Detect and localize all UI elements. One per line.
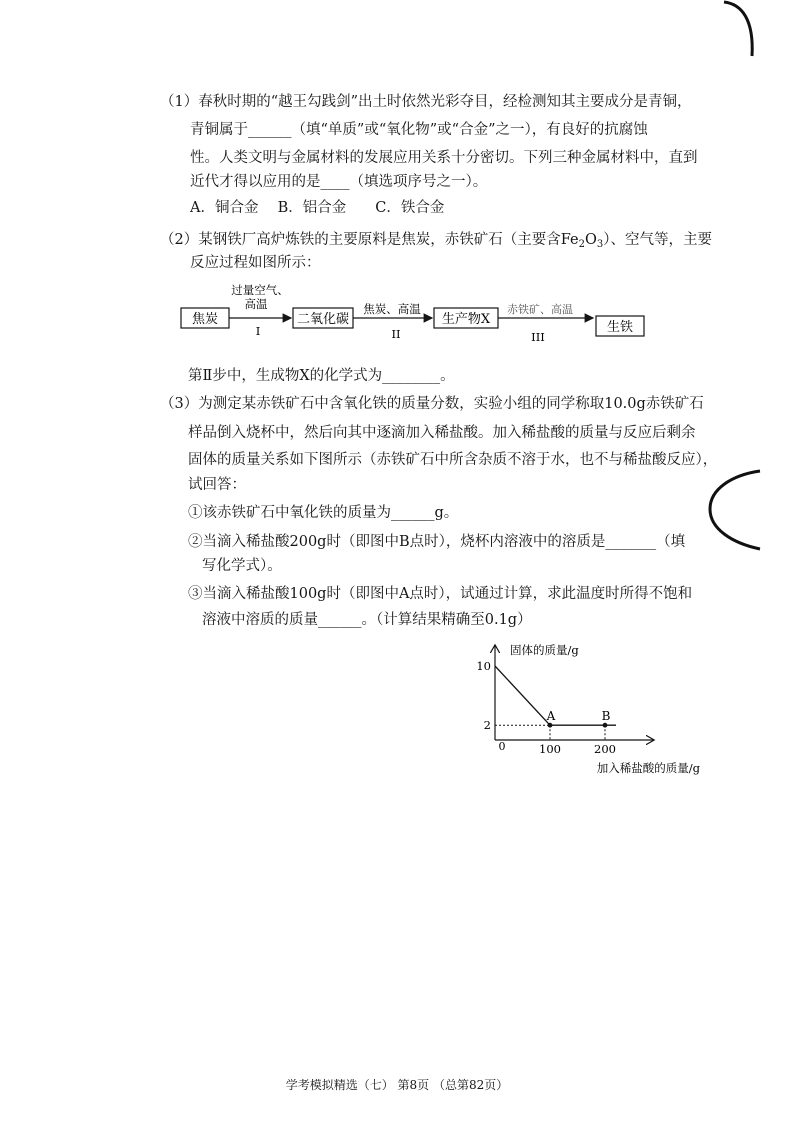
flow-step-2: II [391, 327, 401, 341]
q3-sub-3b: 溶液中溶质的质量______。（计算结果精确至0.1g） [202, 612, 532, 628]
chart-y-tick-10: 10 [476, 659, 491, 673]
page-footer: 学考模拟精选（七） 第8页 （总第82页） [285, 1078, 509, 1092]
q3-line-3: 固体的质量关系如下图所示（赤铁矿石中所含杂质不溶于水，也不与稀盐酸反应）， [188, 452, 718, 468]
q2-line-1 [160, 230, 712, 255]
flow-box-product-x [434, 308, 498, 328]
flow-box-co2-label: 二氧化碳 [296, 312, 350, 327]
chart-x-axis-label: 加入稀盐酸的质量/g [596, 761, 700, 775]
scan-edge-curve-top [722, 0, 762, 60]
flow-box-coke-label: 焦炭 [191, 312, 219, 327]
q3-line-2: 样品倒入烧杯中，然后向其中逐滴加入稀盐酸。加入稀盐酸的质量与反应后剩余 [188, 425, 696, 441]
q2-line-1-mid: O [584, 232, 597, 248]
chart-y-axis-label: 固体的质量/g [510, 643, 579, 657]
q1-line-2: 青铜属于______（填“单质”或“氧化物”或“合金”之一），有良好的抗腐蚀 [190, 122, 648, 138]
reaction-flow-diagram [170, 275, 690, 355]
flow-box-co2 [293, 308, 353, 328]
flow-box-pig-iron-label: 生铁 [606, 320, 634, 335]
flow-step-3: III [531, 330, 545, 344]
q3-sub-2b: 写化学式）。 [202, 558, 282, 574]
q2-subscript-2: 2 [578, 239, 585, 250]
chart-x-tick-100: 100 [539, 742, 561, 756]
q2-line-1-pre: （2）某钢铁厂高炉炼铁的主要原料是焦炭，赤铁矿石（主要含Fe [160, 232, 579, 248]
q1-line-4: 近代才得以应用的是____（填选项序号之一）。 [190, 174, 488, 190]
flow-arrow-2-condition: 焦炭、高温 [363, 302, 421, 316]
scan-edge-curve-right [702, 465, 762, 555]
chart-point-A [548, 723, 553, 728]
q1-options: A．铜合金 B．铝合金 C．铁合金 [190, 200, 445, 216]
chart-x-tick-200: 200 [594, 742, 616, 756]
q3-line-4: 试回答： [188, 477, 246, 493]
q1-line-1: （1）春秋时期的“越王勾践剑”出土时依然光彩夺目，经检测知其主要成分是青铜， [160, 94, 692, 110]
q3-line-1: （3）为测定某赤铁矿石中含氧化铁的质量分数，实验小组的同学称取10.0g赤铁矿石 [160, 396, 704, 412]
solid-mass-chart [470, 632, 710, 782]
q3-sub-3a: ③当滴入稀盐酸100g时（即图中A点时），试通过计算，求此温度时所得不饱和 [188, 586, 693, 602]
flow-box-coke [181, 308, 229, 328]
chart-y-tick-2: 2 [483, 718, 491, 733]
chart-origin-label: 0 [498, 740, 506, 753]
flow-arrow-1-condition: 过量空气、 [231, 283, 289, 297]
q2-line-2: 反应过程如图所示： [190, 255, 321, 271]
q3-sub-1: ①该赤铁矿石中氧化铁的质量为______g。 [188, 505, 459, 521]
q1-line-3: 性。人类文明与金属材料的发展应用关系十分密切。下列三种金属材料中，直到 [190, 150, 698, 166]
chart-point-B [603, 723, 608, 728]
flow-box-product-x-label: 生产物X [441, 312, 491, 327]
flow-arrow-1-condition-2: 高温 [244, 297, 268, 311]
q2-line-1-post: ）、空气等，主要 [603, 232, 712, 248]
flow-step-1: I [255, 324, 261, 338]
q2-question: 第Ⅱ步中，生成物X的化学式为________。 [188, 368, 455, 384]
flow-arrow-3-condition: 赤铁矿、高温 [507, 303, 573, 316]
chart-series-line-0 [495, 666, 616, 725]
q2-subscript-3: 3 [596, 239, 604, 250]
flow-box-pig-iron [596, 316, 644, 336]
q3-sub-2a: ②当滴入稀盐酸200g时（即图中B点时），烧杯内溶液中的溶质是_______（填 [188, 534, 686, 550]
chart-point-label-B: B [601, 709, 611, 724]
chart-point-label-A: A [546, 709, 556, 724]
